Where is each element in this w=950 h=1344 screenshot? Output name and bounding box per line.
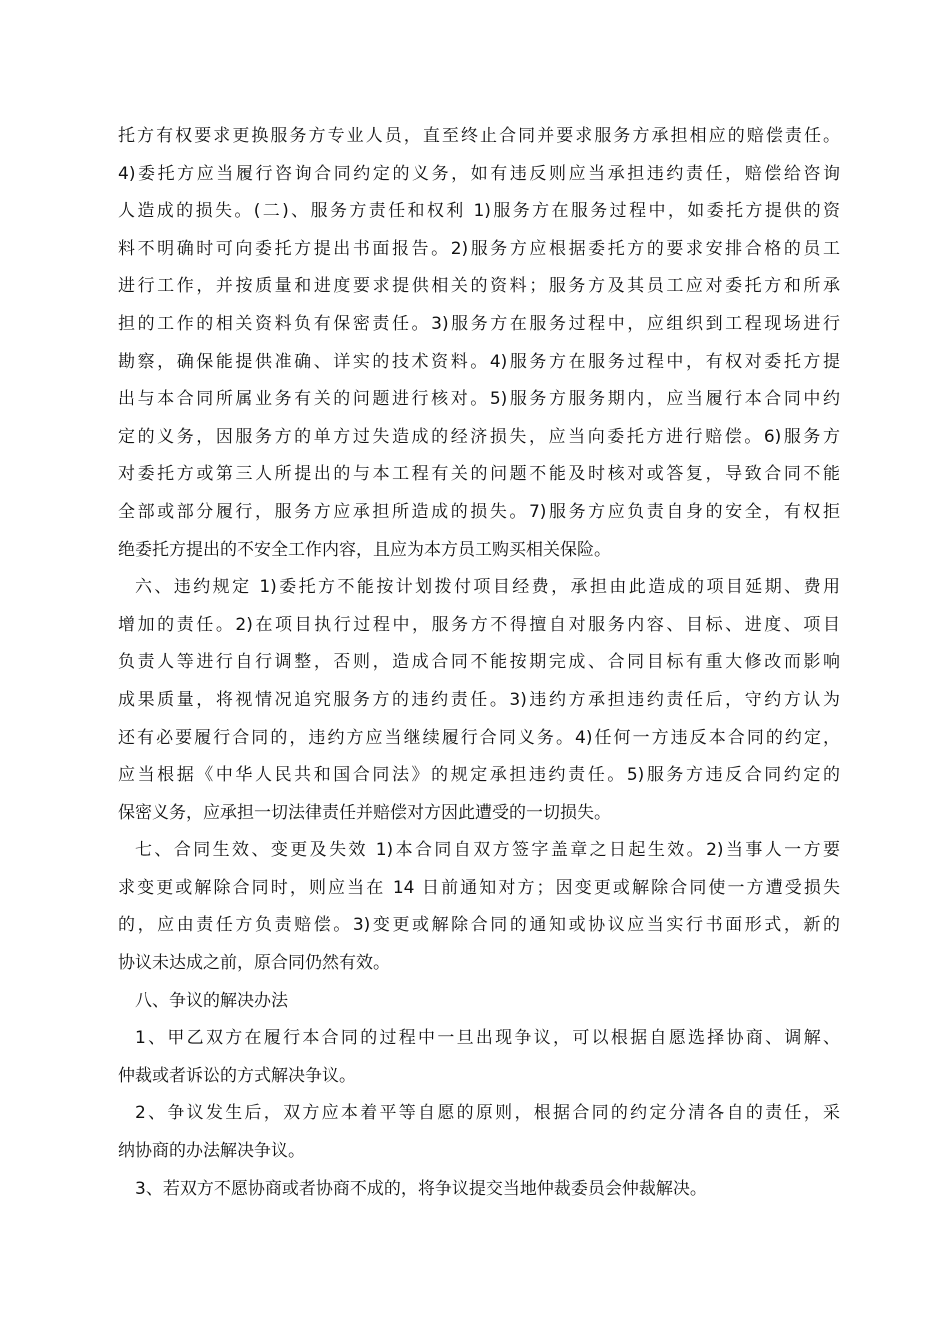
text-line: 人造成的损失。(二)、服务方责任和权利 1)服务方在服务过程中，如委托方提供的资 (118, 201, 840, 222)
text-line: 全部或部分履行，服务方应承担所造成的损失。7)服务方应负责自身的安全，有权拒 (118, 501, 840, 522)
text-line: 担的工作的相关资料负有保密责任。3)服务方在服务过程中，应组织到工程现场进行 (118, 313, 840, 334)
text-line: 定的义务，因服务方的单方过失造成的经济损失，应当向委托方进行赔偿。6)服务方 (118, 426, 840, 447)
text-line: 3、若双方不愿协商或者协商不成的，将争议提交当地仲裁委员会仲裁解决。 (135, 1178, 707, 1199)
text-line: 增加的责任。2)在项目执行过程中，服务方不得擅自对服务内容、目标、进度、项目 (118, 614, 840, 635)
text-line: 还有必要履行合同的，违约方应当继续履行合同义务。4)任何一方违反本合同的约定， (118, 727, 840, 748)
text-line: 应当根据《中华人民共和国合同法》的规定承担违约责任。5)服务方违反合同约定的 (118, 765, 840, 786)
text-line: 勘察，确保能提供准确、详实的技术资料。4)服务方在服务过程中，有权对委托方提 (118, 351, 840, 372)
text-line: 进行工作，并按质量和进度要求提供相关的资料；服务方及其员工应对委托方和所承 (118, 276, 840, 297)
text-line: 绝委托方提出的不安全工作内容，且应为本方员工购买相关保险。 (118, 539, 611, 560)
text-line: 仲裁或者诉讼的方式解决争议。 (118, 1065, 356, 1086)
text-line: 2、争议发生后，双方应本着平等自愿的原则，根据合同的约定分清各自的责任，采 (135, 1103, 840, 1124)
text-line: 成果质量，将视情况追究服务方的违约责任。3)违约方承担违约责任后，守约方认为 (118, 689, 840, 710)
text-line: 负责人等进行自行调整，否则，造成合同不能按期完成、合同目标有重大修改而影响 (118, 652, 840, 673)
contract-body-text (118, 118, 840, 1208)
text-line: 六、违约规定 1)委托方不能按计划拨付项目经费，承担由此造成的项目延期、费用 (135, 577, 840, 598)
text-line: 料不明确时可向委托方提出书面报告。2)服务方应根据委托方的要求安排合格的员工 (118, 238, 840, 259)
text-line: 七、合同生效、变更及失效 1)本合同自双方签字盖章之日起生效。2)当事人一方要 (135, 840, 840, 861)
text-line: 协议未达成之前，原合同仍然有效。 (118, 953, 390, 974)
text-line: 4)委托方应当履行咨询合同约定的义务，如有违反则应当承担违约责任，赔偿给咨询 (118, 163, 840, 184)
text-line: 对委托方或第三人所提出的与本工程有关的问题不能及时核对或答复，导致合同不能 (118, 464, 840, 485)
text-line: 出与本合同所属业务有关的问题进行核对。5)服务方服务期内，应当履行本合同中约 (118, 389, 840, 410)
text-line: 1、甲乙双方在履行本合同的过程中一旦出现争议，可以根据自愿选择协商、调解、 (135, 1028, 840, 1049)
text-line: 纳协商的办法解决争议。 (118, 1141, 305, 1162)
text-line: 的，应由责任方负责赔偿。3)变更或解除合同的通知或协议应当实行书面形式，新的 (118, 915, 840, 936)
text-line: 求变更或解除合同时，则应当在 14 日前通知对方；因变更或解除合同使一方遭受损失 (118, 877, 840, 898)
text-line: 托方有权要求更换服务方专业人员，直至终止合同并要求服务方承担相应的赔偿责任。 (118, 126, 840, 146)
text-line: 保密义务，应承担一切法律责任并赔偿对方因此遭受的一切损失。 (118, 802, 611, 823)
text-line: 八、争议的解决办法 (135, 990, 288, 1011)
